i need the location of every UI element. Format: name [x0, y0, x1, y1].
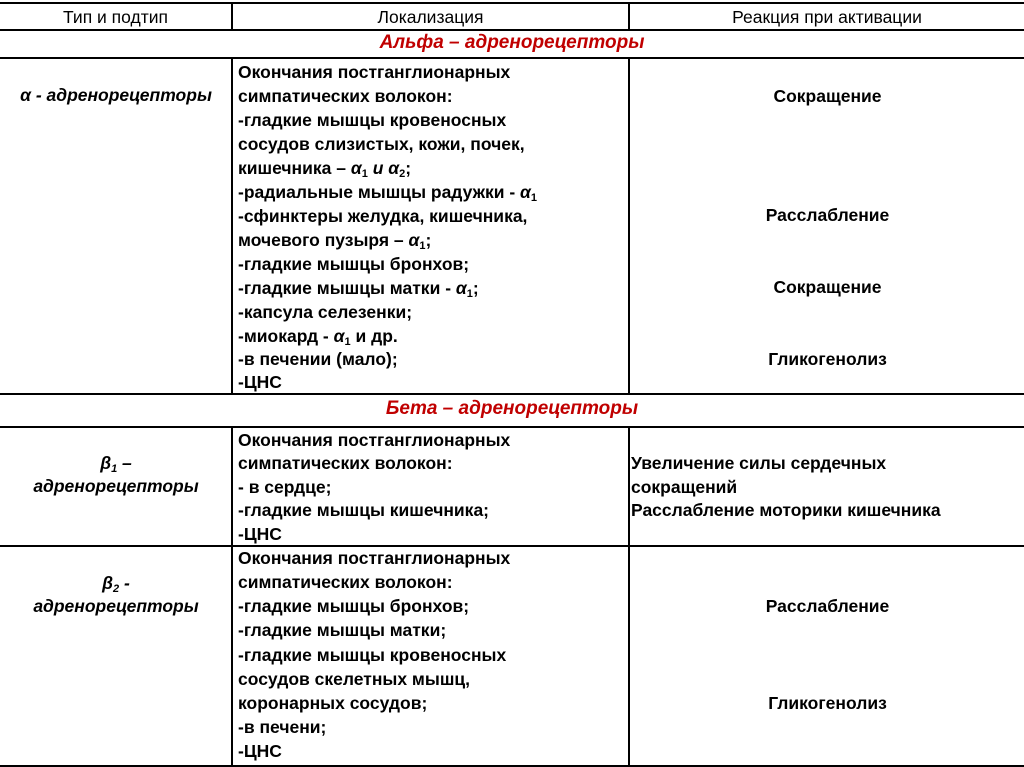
beta1-loc-line-1: Окончания постганглионарных: [238, 430, 511, 450]
alpha-loc-line-6: -радиальные мышцы радужки - $\alpha_1$: [238, 182, 538, 204]
beta1-loc-line-5: -ЦНС: [238, 524, 282, 544]
beta2-loc-line-6: сосудов скелетных мышц,: [238, 669, 471, 689]
alpha-loc-line-13: -в печении (мало);: [238, 349, 398, 369]
alpha-loc-line-5: кишечника – $\alpha_1$ и $\alpha_2$;: [238, 158, 412, 180]
alpha-reaction-2: Расслабление: [765, 205, 890, 225]
alpha-loc-line-14: -ЦНС: [238, 372, 282, 392]
beta1-reaction-3: Расслабление моторики кишечника: [631, 500, 941, 520]
alpha-loc-line-7: -сфинктеры желудка, кишечника,: [238, 206, 528, 226]
header-reaction: Реакция при активации: [732, 7, 922, 27]
beta2-loc-line-7: коронарных сосудов;: [238, 693, 428, 713]
beta1-type-label-2: адренорецепторы: [33, 476, 199, 496]
alpha-section-bottom-border: [0, 57, 1024, 59]
beta1-loc-line-4: -гладкие мышцы кишечника;: [238, 500, 489, 520]
beta2-reaction-2: Гликогенолиз: [768, 693, 887, 713]
beta1-type-label: $\beta_1$ –: [100, 453, 132, 475]
alpha-section-title: Альфа – адренорецепторы: [379, 32, 645, 53]
alpha-reaction-3: Сокращение: [773, 277, 882, 297]
alpha-type-label: α - адренорецепторы: [20, 85, 212, 105]
beta2-reaction-1: Расслабление: [765, 596, 890, 616]
beta2-loc-line-4: -гладкие мышцы матки;: [238, 620, 447, 640]
beta2-loc-line-3: -гладкие мышцы бронхов;: [238, 596, 470, 616]
beta1-loc-line-2: симпатических волокон:: [238, 453, 453, 473]
alpha-loc-line-4: сосудов слизистых, кожи, почек,: [238, 134, 525, 154]
beta1-reaction-2: сокращений: [631, 477, 738, 497]
beta1-row-bottom-border: [0, 545, 1024, 547]
beta2-loc-line-2: симпатических волокон:: [238, 572, 453, 592]
alpha-loc-line-1: Окончания постганглионарных: [238, 62, 511, 82]
beta2-loc-line-8: -в печени;: [238, 717, 327, 737]
header-localization: Локализация: [377, 7, 484, 27]
col-divider-2-alpha: [628, 57, 630, 394]
alpha-loc-line-11: -капсула селезенки;: [238, 302, 413, 322]
alpha-loc-line-2: симпатических волокон:: [238, 86, 453, 106]
beta-section-title: Бета – адренорецепторы: [385, 398, 639, 419]
alpha-loc-line-9: -гладкие мышцы бронхов;: [238, 254, 470, 274]
beta1-loc-line-3: - в сердце;: [238, 477, 332, 497]
alpha-loc-line-12: -миокард - $\alpha_1$ и др.: [238, 326, 398, 348]
beta1-reaction-1: Увеличение силы сердечных: [631, 453, 887, 473]
alpha-loc-line-10: -гладкие мышцы матки - $\alpha_1$;: [238, 278, 479, 300]
alpha-loc-line-8: мочевого пузыря – $\alpha_1$;: [238, 230, 432, 252]
col-divider-2-beta: [628, 426, 630, 767]
alpha-row-bottom-border: [0, 393, 1024, 395]
alpha-loc-line-3: -гладкие мышцы кровеносных: [238, 110, 507, 130]
alpha-reaction-4: Гликогенолиз: [768, 349, 887, 369]
beta2-loc-line-5: -гладкие мышцы кровеносных: [238, 645, 507, 665]
table-top-border: [0, 2, 1024, 4]
header-type: Тип и подтип: [63, 7, 168, 27]
beta-section-bottom-border: [0, 426, 1024, 428]
col-divider-1-alpha: [231, 57, 233, 394]
beta2-loc-line-1: Окончания постганглионарных: [238, 548, 511, 568]
beta2-loc-line-9: -ЦНС: [238, 741, 282, 761]
beta2-type-label-2: адренорецепторы: [33, 596, 199, 616]
beta2-type-label: $\beta_2$ -: [102, 573, 130, 595]
alpha-reaction-1: Сокращение: [773, 86, 882, 106]
